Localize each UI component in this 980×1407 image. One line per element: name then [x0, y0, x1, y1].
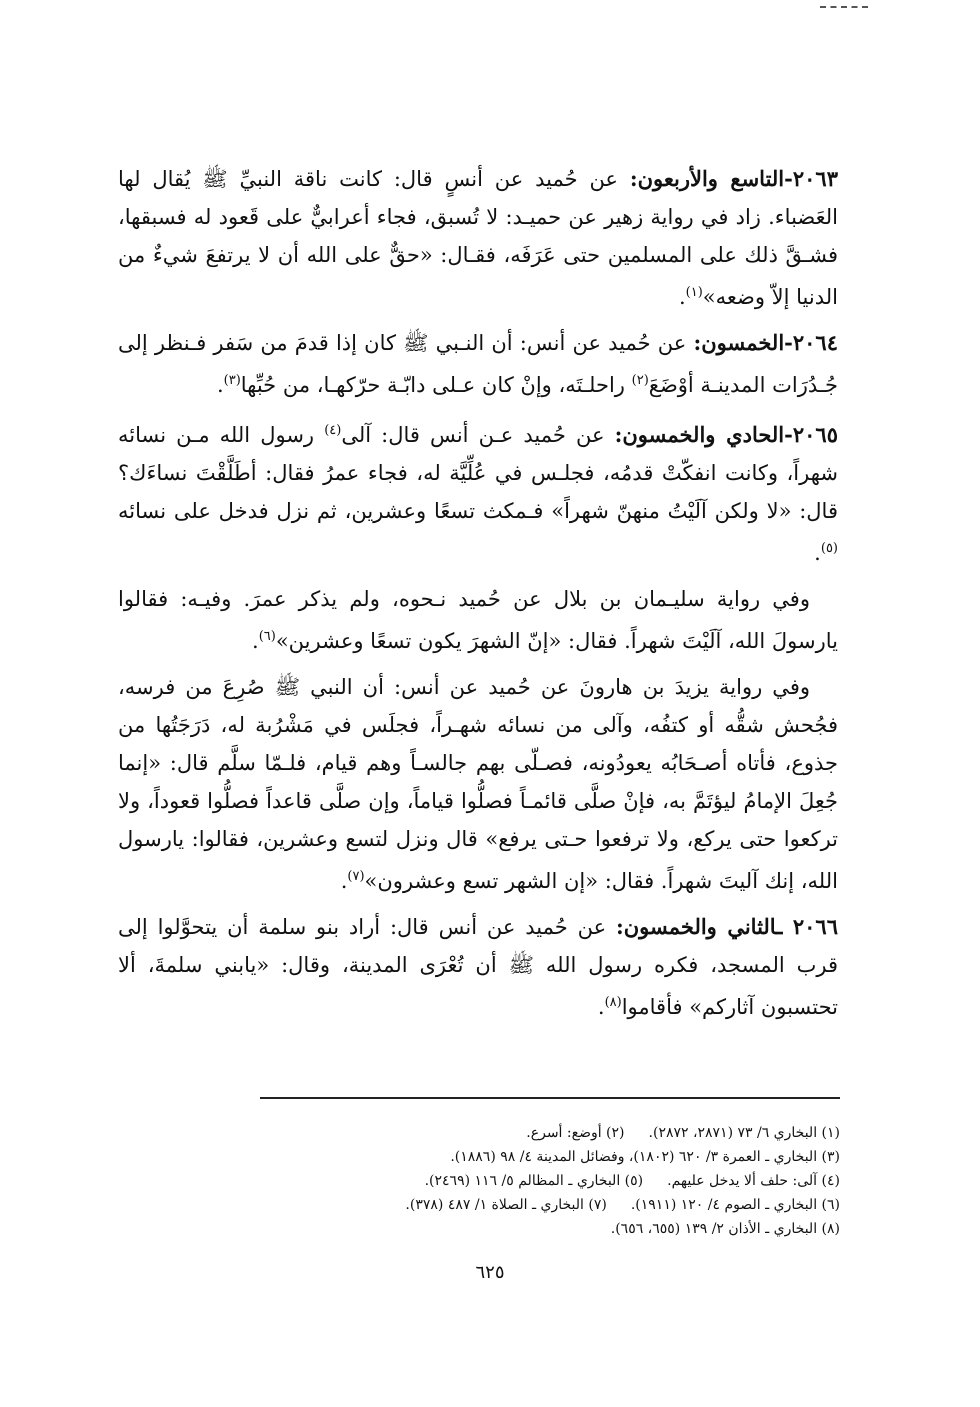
hadith-text: عن حُميد عن أنس: أن النـبي ﷺ كان إذا قدمَ من سَفر فـنظر إلى جُـدُرَات المدينـة أوْضَعَ: [118, 331, 838, 397]
hadith-2065: ٢٠٦٥-الحادي والخمسون: عن حُميد عـن أنس قال: آلى$^{(٤)}$ رسول الله مـن نسائه شهراً، وكانت انفكّتْ قدمُه، فجلـس في عُلِّيَّة له، فجاء عمرُ فقال: أطَلَّقْتَ نساءَك؟ قال: «لا ولكن آلَيْتُ منهنّ شهراً» فـمكث تسعًا وعشرين، ثم نزل فدخل على نسائه $^{(٥)}$.: [118, 422, 838, 565]
hadith-2064: ٢٠٦٤-الخمسون: عن حُميد عن أنس: أن النـبي ﷺ كان إذا قدمَ من سَفر فـنظر إلى جُـدُرَات المدينـة أوْضَعَ$^{(٢)}$ راحلـتَه، وإنْ كان عـلى دابّـة حرّكهـا، من حُبِّها$^{(٣)}$.: [118, 330, 838, 397]
footnote-ref: (٨): [604, 995, 622, 1010]
hadith-text: عن حُميد عن أنسٍ قال: كانت ناقة النبيِّ ﷺ يُقال لها العَضباء. زاد في رواية زهير عن حميـد: لا تُسبق، فجاء أعرابيٌّ على قَعود له فسبقها، فشـقَّ ذلك على المسلمين حتى عَرَفَه، فقـال: «حقٌّ على الله أن لا يرتفعَ شيءٌ من الدنيا إلاّ وضعه»: [118, 167, 838, 309]
hadith-text-cont: راحلـتَه، وإنْ كان عـلى دابّـة حرّكهـا، من حُبِّها: [240, 373, 625, 397]
hadith-number: ٢٠٦٥-: [784, 422, 838, 447]
footnote-ref: (٤): [324, 423, 342, 438]
hadith-text: عن حُميد عـن أنس قال: آلى: [341, 423, 605, 447]
hadith-number: ٢٠٦٣-: [784, 166, 838, 191]
narration-text: وفي رواية يزيدَ بن هارونَ عن حُميد عن أنس: أن النبي ﷺ صُرِعَ من فرسه، فجُحش شقُّه أو كتفُه، وآلى من نسائه شهـراً، فجلَس في مَشْرُبة له، دَرَجَتُها من جذوع، فأتاه أصـحَابُه يعودُونه، فصـلّى بهم جالسـاً وهم قيام، فلـمّا سلَّم قال: «إنما جُعِلَ الإمامُ ليؤتَمَّ به، فإنْ صلَّى قائمـاً فصلُّوا قياماً، وإن صلَّى قاعداً فصلُّوا قعوداً، ولا تركعوا حتى يركع، ولا ترفعوا حـتى يرفع» قال ونزل لتسع وعشرين، فقالوا: يارسول الله، إنك آليتَ شهراً. فقال: «إن الشهر تسع وعشرون»: [118, 675, 838, 893]
footnote-ref: (٦): [258, 629, 276, 644]
hadith-number: ٢٠٦٦ ـ: [776, 914, 838, 939]
hadith-text: عن حُميد عن أنس قال: أراد بنو سلمة أن يتحوَّلوا إلى قرب المسجد، فكره رسول الله ﷺ أن تُعْرَى المدينة، وقال: «يابني سلمةَ، ألا تحتسبون آثاركم» فأقاموا: [118, 915, 838, 1019]
footnote-item: (٦) البخاري ـ الصوم ٤/ ١٢٠ (١٩١١).: [630, 1197, 840, 1213]
narration-yazid: وفي رواية يزيدَ بن هارونَ عن حُميد عن أنس: أن النبي ﷺ صُرِعَ من فرسه، فجُحش شقُّه أو كتفُه، وآلى من نسائه شهـراً، فجلَس في مَشْرُبة له، دَرَجَتُها من جذوع، فأتاه أصـحَابُه يعودُونه، فصـلّى بهم جالسـاً وهم قيام، فلـمّا سلَّم قال: «إنما جُعِلَ الإمامُ ليؤتَمَّ به، فإنْ صلَّى قائمـاً فصلُّوا قياماً، وإن صلَّى قاعداً فصلُّوا قعوداً، ولا تركعوا حتى يركع، ولا ترفعوا حـتى يرفع» قال ونزل لتسع وعشرين، فقالوا: يارسول الله، إنك آليتَ شهراً. فقال: «إن الشهر تسع وعشرون»$^{(٧)}$.: [118, 675, 838, 893]
hadith-text-cont: رسول الله مـن نسائه شهراً، وكانت انفكّتْ قدمُه، فجلـس في عُلِّيَّة له، فجاء عمرُ فقال: أطَلَّقْتَ نساءَك؟ قال: «لا ولكن آلَيْتُ منهنّ شهراً» فـمكث تسعًا وعشرين، ثم نزل فدخل على نسائه: [118, 423, 838, 523]
main-text: [118, 160, 838, 1034]
hadith-heading: الثاني والخمسون:: [616, 914, 777, 939]
footnote-ref: (١): [685, 285, 703, 300]
hadith-2066: ٢٠٦٦ ـالثاني والخمسون: عن حُميد عن أنس قال: أراد بنو سلمة أن يتحوَّلوا إلى قرب المسجد، فكره رسول الله ﷺ أن تُعْرَى المدينة، وقال: «يابني سلمةَ، ألا تحتسبون آثاركم» فأقاموا$^{(٨)}$.: [118, 914, 838, 1019]
footnote-row: [260, 1169, 840, 1193]
narration-text: وفي رواية سليـمان بن بلال عن حُميد نـحوه، ولم يذكر عمرَ. وفيـه: فقالوا يارسولَ الله، آلَيْتَ شهراً. فقال: «إنّ الشهرَ يكون تسعًا وعشرين»: [118, 587, 838, 653]
hadith-heading: الخمسون:: [693, 330, 785, 355]
footnotes: [260, 1097, 840, 1241]
narration-sulayman: وفي رواية سليـمان بن بلال عن حُميد نـحوه، ولم يذكر عمرَ. وفيـه: فقالوا يارسولَ الله، آلَيْتَ شهراً. فقال: «إنّ الشهرَ يكون تسعًا وعشرين»$^{(٦)}$.: [118, 587, 838, 653]
footnote-row: [260, 1145, 840, 1169]
footnote-ref: (٢): [631, 373, 649, 388]
footnote-row: [260, 1121, 840, 1145]
footnote-item: (١) البخاري ٦/ ٧٣ (٢٨٧١، ٢٨٧٢).: [648, 1125, 840, 1141]
footnote-ref: (٧): [347, 869, 365, 884]
footnote-item: (٤) آلى: حلف ألا يدخل عليهم.: [667, 1173, 840, 1189]
footnote-ref: (٥): [820, 541, 838, 556]
footnote-item: (٥) البخاري ـ المظالم ٥/ ١١٦ (٢٤٦٩).: [424, 1173, 644, 1189]
footnote-row: [260, 1217, 840, 1241]
footnote-item: (٨) البخاري ـ الأذان ٢/ ١٣٩ (٦٥٥، ٦٥٦).: [610, 1221, 840, 1237]
footnote-item: (٢) أوضع: أسرع.: [526, 1125, 625, 1141]
top-dashed-mark: [820, 6, 868, 8]
hadith-2063: ٢٠٦٣-التاسع والأربعون: عن حُميد عن أنسٍ قال: كانت ناقة النبيِّ ﷺ يُقال لها العَضباء. زاد في رواية زهير عن حميـد: لا تُسبق، فجاء أعرابيٌّ على قَعود له فسبقها، فشـقَّ ذلك على المسلمين حتى عَرَفَه، فقـال: «حقٌّ على الله أن لا يرتفعَ شيءٌ من الدنيا إلاّ وضعه»$^{(١)}$.: [118, 166, 838, 309]
page-number: ٦٢٥: [475, 1262, 505, 1283]
hadith-heading: الحادي والخمسون:: [614, 422, 785, 447]
hadith-heading: التاسع والأربعون:: [629, 166, 785, 191]
footnote-item: (٧) البخاري ـ الصلاة ١/ ٤٨٧ (٣٧٨).: [405, 1197, 607, 1213]
footnote-row: [260, 1193, 840, 1217]
footnote-item: (٣) البخاري ـ العمرة ٣/ ٦٢٠ (١٨٠٢)، وفضائل المدينة ٤/ ٩٨ (١٨٨٦).: [450, 1149, 840, 1165]
hadith-number: ٢٠٦٤-: [784, 330, 838, 355]
footnote-ref: (٣): [223, 373, 241, 388]
